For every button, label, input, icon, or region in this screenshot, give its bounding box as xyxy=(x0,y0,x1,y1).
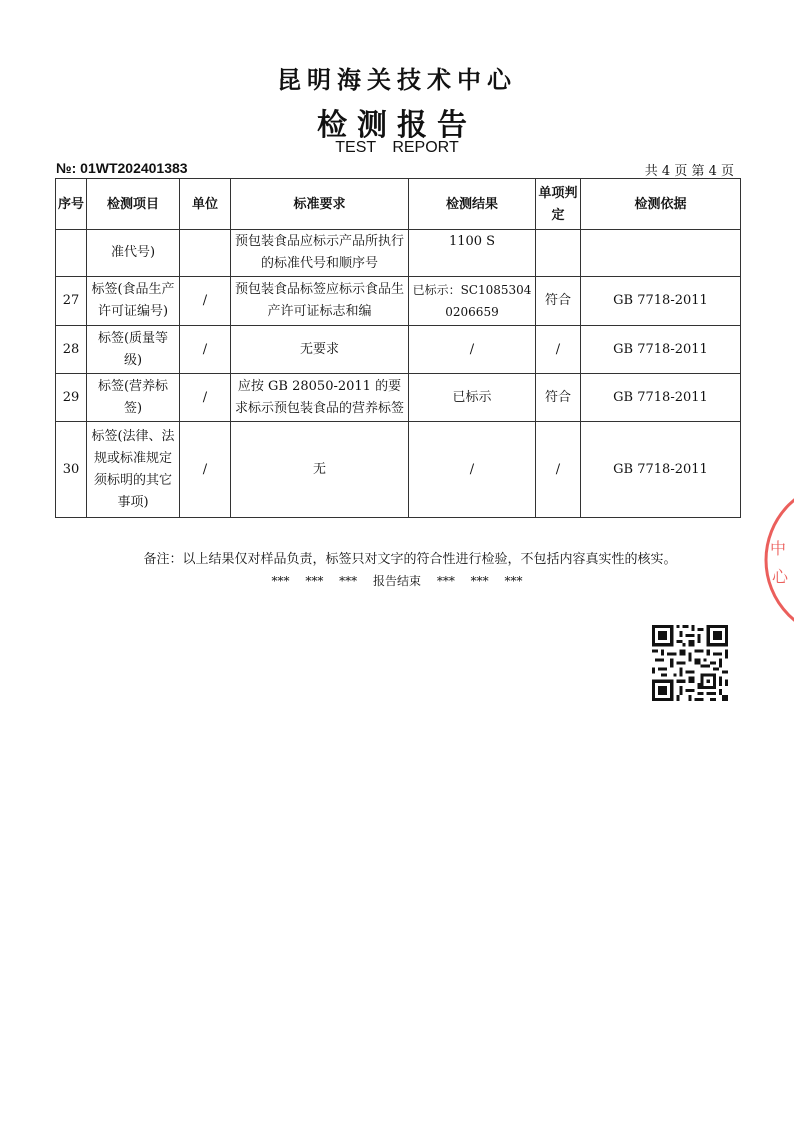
end-mark: *** xyxy=(504,574,523,588)
col-header-no: 序号 xyxy=(56,179,87,230)
official-seal-stamp xyxy=(764,470,794,650)
svg-text:心: 心 xyxy=(772,567,789,586)
page-info: 共 4 页 第 4 页 xyxy=(644,164,734,179)
cell-result: / xyxy=(409,326,536,374)
cell-no: 29 xyxy=(56,374,87,422)
cell-unit: / xyxy=(180,277,231,326)
cell-no: 30 xyxy=(56,422,87,518)
table-row xyxy=(56,422,741,518)
col-header-item: 检测项目 xyxy=(87,179,180,230)
cell-item: 标签(质量等级) xyxy=(87,326,180,374)
cell-requirement: 预包装食品应标示产品所执行的标准代号和顺序号 xyxy=(231,230,409,277)
svg-text:中: 中 xyxy=(770,539,787,558)
table-row xyxy=(56,326,741,374)
report-number: №: 01WT202401383 xyxy=(56,160,188,176)
cell-requirement: 应按 GB 28050-2011 的要求标示预包装食品的营养标签 xyxy=(231,374,409,422)
cell-no: 28 xyxy=(56,326,87,374)
cell-result: 已标示 xyxy=(409,374,536,422)
cell-requirement: 预包装食品标签应标示食品生产许可证标志和编 xyxy=(231,277,409,326)
col-header-result: 检测结果 xyxy=(409,179,536,230)
end-mark: *** xyxy=(271,574,290,588)
cell-no xyxy=(56,230,87,277)
cell-judgement: 符合 xyxy=(536,277,581,326)
cell-basis: GB 7718-2011 xyxy=(581,374,741,422)
cell-judgement: / xyxy=(536,326,581,374)
end-mark: *** xyxy=(436,574,455,588)
cell-requirement: 无要求 xyxy=(231,326,409,374)
cell-item: 准代号) xyxy=(87,230,180,277)
cell-basis xyxy=(581,230,741,277)
report-title: 检测报告 xyxy=(317,108,477,143)
cell-basis: GB 7718-2011 xyxy=(581,422,741,518)
cell-basis: GB 7718-2011 xyxy=(581,277,741,326)
cell-judgement: 符合 xyxy=(536,374,581,422)
col-header-basis: 检测依据 xyxy=(581,179,741,230)
remark-note: 备注：以上结果仅对样品负责，标签只对文字的符合性进行检验，不包括内容真实性的核实。 xyxy=(143,552,677,567)
cell-item: 标签(营养标签) xyxy=(87,374,180,422)
table-row xyxy=(56,277,741,326)
cell-unit: / xyxy=(180,374,231,422)
end-mark: *** xyxy=(470,574,489,588)
qr-code-icon xyxy=(652,625,728,701)
results-table xyxy=(55,178,741,518)
col-header-judgement: 单项判定 xyxy=(536,179,581,230)
cell-requirement: 无 xyxy=(231,422,409,518)
cell-unit: / xyxy=(180,422,231,518)
cell-item: 标签(食品生产许可证编号) xyxy=(87,277,180,326)
cell-item: 标签(法律、法规或标准规定须标明的其它事项) xyxy=(87,422,180,518)
cell-unit: / xyxy=(180,326,231,374)
org-name: 昆明海关技术中心 xyxy=(277,65,517,94)
report-end-line xyxy=(0,572,794,589)
cell-basis: GB 7718-2011 xyxy=(581,326,741,374)
end-text: 报告结束 xyxy=(372,574,421,588)
report-title-en: TEST REPORT xyxy=(335,139,459,156)
end-mark: *** xyxy=(339,574,358,588)
end-mark: *** xyxy=(305,574,324,588)
cell-unit xyxy=(180,230,231,277)
table-row xyxy=(56,230,741,277)
cell-no: 27 xyxy=(56,277,87,326)
cell-result: 1100 S xyxy=(409,230,536,277)
table-row xyxy=(56,374,741,422)
cell-result: 已标示：SC10853040206659 xyxy=(409,277,536,326)
col-header-requirement: 标准要求 xyxy=(231,179,409,230)
table-header-row xyxy=(56,179,741,230)
cell-judgement: / xyxy=(536,422,581,518)
cell-judgement xyxy=(536,230,581,277)
col-header-unit: 单位 xyxy=(180,179,231,230)
cell-result: / xyxy=(409,422,536,518)
